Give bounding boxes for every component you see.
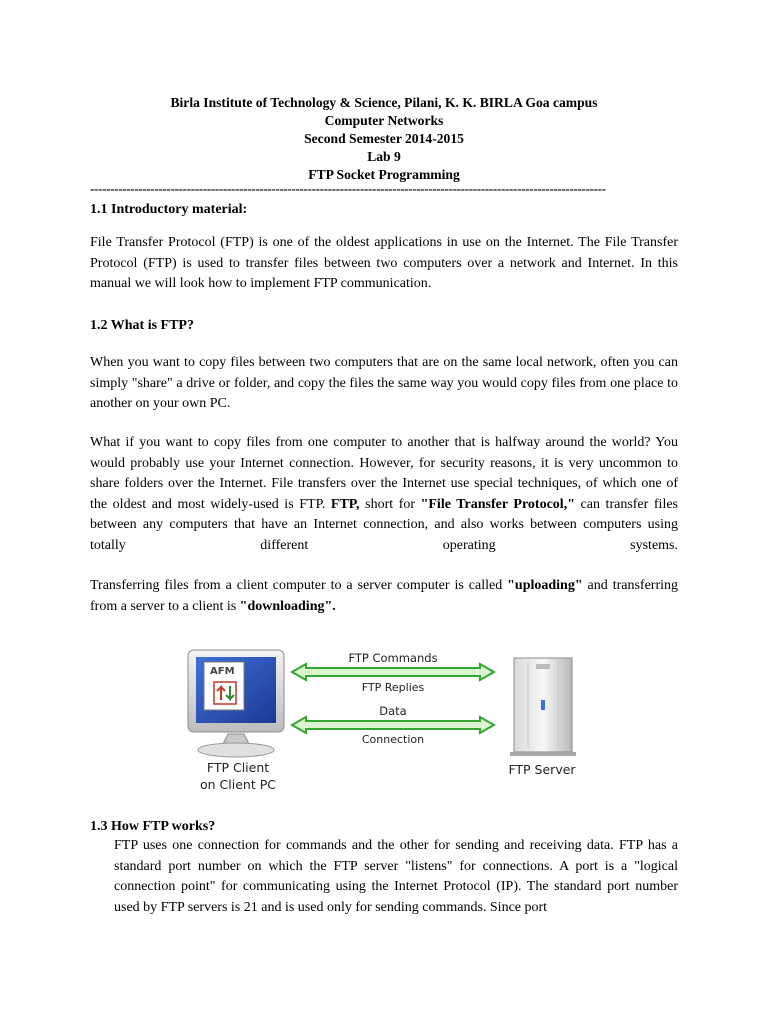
ftp-commands-arrow bbox=[292, 664, 494, 680]
client-computer-icon bbox=[188, 650, 284, 757]
ftp-commands-label: FTP Commands bbox=[348, 651, 438, 665]
p2-text-c: short for bbox=[359, 496, 421, 512]
ftp-diagram bbox=[180, 640, 600, 800]
p2-bold-ftp: FTP, bbox=[330, 496, 360, 512]
ftp-server-label: FTP Server bbox=[508, 762, 576, 777]
section-1-2-paragraph-1: When you want to copy files between two computers that are on the same local network, often you can simply "share" a drive or folder, and copy the files the same way you would copy files from one place to another on your own PC. bbox=[90, 355, 678, 412]
client-pc-label: on Client PC bbox=[200, 777, 276, 792]
lab-line: Lab 9 bbox=[367, 149, 401, 164]
ftp-client-label: FTP Client bbox=[206, 760, 270, 775]
section-1-2-paragraph-3 bbox=[90, 576, 678, 617]
semester-line: Second Semester 2014-2015 bbox=[304, 131, 464, 146]
header-divider: -------------------------------------------------------------------------------------------------------------------------------- bbox=[90, 181, 606, 196]
section-1-2-paragraph-2 bbox=[90, 433, 678, 557]
p3-bold-downloading: "downloading". bbox=[239, 598, 336, 614]
section-1-3-heading: 1.3 How FTP works? bbox=[90, 819, 216, 834]
data-connection-arrow bbox=[292, 717, 494, 733]
lab-title: FTP Socket Programming bbox=[308, 167, 460, 182]
course-line: Computer Networks bbox=[324, 113, 444, 128]
p3-text-a: Transferring files from a client computer to a server computer is called bbox=[90, 578, 508, 593]
p2-bold-ftp-expansion: "File Transfer Protocol," bbox=[420, 496, 575, 512]
ftp-replies-label: FTP Replies bbox=[361, 681, 425, 694]
section-1-2-heading: 1.2 What is FTP? bbox=[90, 318, 194, 333]
p3-bold-uploading: "uploading" bbox=[507, 578, 583, 593]
p2-text-e: can transfer files between any computers that have an Internet connection, and also works between computers using totally different operating systems. bbox=[90, 496, 678, 553]
institute-line: Birla Institute of Technology & Science, Pilani, K. K. BIRLA Goa campus bbox=[170, 95, 598, 110]
data-label: Data bbox=[379, 704, 407, 718]
section-1-1-heading: 1.1 Introductory material: bbox=[90, 202, 248, 217]
document-header bbox=[90, 94, 678, 184]
section-1-1-paragraph: File Transfer Protocol (FTP) is one of the oldest applications in use on the Internet. The File Transfer Protocol (FTP) is used to transfer files between two computers over a network and Internet. In this manual we will look how to implement FTP communication. bbox=[90, 235, 678, 292]
p3-text-c: and transferring from a server to a client is bbox=[90, 578, 678, 614]
server-tower-icon bbox=[510, 658, 576, 756]
section-1-3-paragraph: FTP uses one connection for commands and the other for sending and receiving data. FTP has a standard port number on which the FTP server "listens" for connections. A port is a "logical connection point" for communicating using the Internet Protocol (IP). The standard port number used by FTP servers is 21 and is used only for sending commands. Since port bbox=[114, 838, 678, 915]
screen-badge-text: AFM bbox=[210, 666, 235, 677]
connection-label: Connection bbox=[361, 733, 425, 746]
p2-text-a: What if you want to copy files from one computer to another that is halfway around the world? You would probably use your Internet connection. However, for security reasons, it is very uncommon to share folders over the Internet. File transfers over the Internet use special techniques, of which one of the oldest and most widely-used is FTP. bbox=[90, 435, 678, 512]
